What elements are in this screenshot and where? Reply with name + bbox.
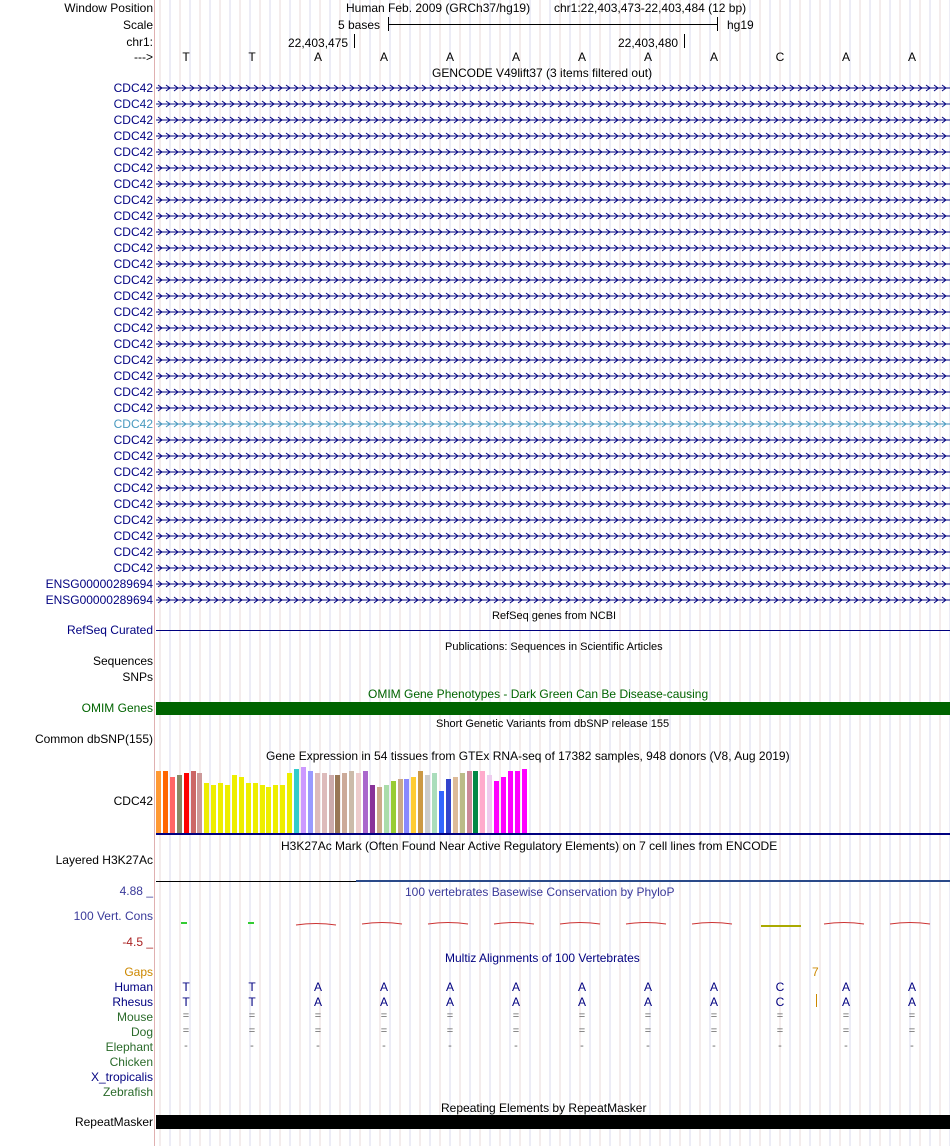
gtex-bar[interactable] (404, 779, 409, 833)
conservation-plot[interactable] (156, 915, 950, 931)
repeatmasker-title[interactable]: Repeating Elements by RepeatMasker (441, 1101, 647, 1115)
gencode-transcript[interactable] (156, 195, 950, 205)
multiz-base: A (709, 995, 718, 1009)
gtex-bar[interactable] (494, 781, 499, 833)
gencode-item-label[interactable]: CDC42 (113, 113, 153, 127)
scale-bar (388, 24, 718, 25)
gencode-item-label[interactable]: CDC42 (113, 241, 153, 255)
multiz-base: A (643, 980, 652, 994)
multiz-base: = (908, 1025, 916, 1037)
gencode-item-label[interactable]: CDC42 (113, 81, 153, 95)
gencode-transcript[interactable] (156, 99, 950, 109)
chr-label[interactable]: chr1: (126, 35, 153, 49)
gencode-title[interactable]: GENCODE V49lift37 (3 items filtered out) (432, 66, 653, 80)
gtex-bar[interactable] (439, 791, 444, 833)
multiz-base: A (445, 995, 454, 1009)
refseq-label[interactable]: RefSeq Curated (66, 623, 153, 637)
multiz-base: = (578, 1010, 586, 1022)
gtex-bar[interactable] (363, 771, 368, 833)
gaps-label[interactable]: Gaps (124, 965, 153, 979)
gtex-bar[interactable] (232, 775, 237, 833)
position-readout: chr1:22,403,473-22,403,484 (12 bp) (554, 1, 747, 15)
gtex-bar[interactable] (266, 787, 271, 833)
multiz-base: T (248, 995, 256, 1009)
gencode-transcript[interactable] (156, 83, 950, 93)
multiz-base: - (910, 1040, 914, 1052)
gencode-item-label[interactable]: CDC42 (113, 545, 153, 559)
multiz-base: A (907, 980, 916, 994)
gtex-bar[interactable] (522, 769, 527, 833)
coord-tick-1 (354, 34, 355, 48)
gtex-bar[interactable] (163, 771, 168, 833)
multiz-base: = (776, 1010, 784, 1022)
gtex-bar[interactable] (260, 785, 265, 833)
multiz-base: A (379, 995, 388, 1009)
gencode-item-label[interactable]: CDC42 (113, 353, 153, 367)
gencode-item-label[interactable]: CDC42 (113, 145, 153, 159)
gencode-item-label[interactable]: CDC42 (113, 465, 153, 479)
publications-snps-label[interactable]: SNPs (122, 670, 153, 684)
gencode-item-label[interactable]: CDC42 (113, 321, 153, 335)
gencode-transcript[interactable] (156, 531, 950, 541)
multiz-base: = (842, 1010, 850, 1022)
gencode-item-label[interactable]: CDC42 (113, 417, 153, 431)
gtex-bar[interactable] (204, 783, 209, 833)
gtex-bar[interactable] (308, 771, 313, 833)
gtex-bar[interactable] (398, 779, 403, 833)
gtex-bar[interactable] (191, 771, 196, 833)
gencode-item-label[interactable]: CDC42 (113, 449, 153, 463)
multiz-base: = (314, 1025, 322, 1037)
h3k27ac-title[interactable]: H3K27Ac Mark (Often Found Near Active Regulatory Elements) on 7 cell lines from ENCODE (281, 839, 778, 853)
sequence-base: C (775, 50, 785, 64)
gencode-item-label[interactable]: CDC42 (113, 161, 153, 175)
gencode-transcript[interactable] (156, 499, 950, 509)
gtex-bar[interactable] (377, 787, 382, 833)
gencode-item-label[interactable]: CDC42 (113, 193, 153, 207)
gtex-bar[interactable] (177, 775, 182, 833)
multiz-base: C (775, 980, 785, 994)
omim-bar[interactable] (156, 702, 950, 715)
gencode-transcript[interactable] (156, 163, 950, 173)
multiz-title[interactable]: Multiz Alignments of 100 Vertebrates (445, 951, 640, 965)
conservation-ymax: 4.88 _ (119, 884, 153, 898)
gtex-bar[interactable] (501, 777, 506, 833)
multiz-base: = (512, 1025, 520, 1037)
conservation-ymin: -4.5 _ (122, 935, 153, 949)
gtex-bar[interactable] (197, 773, 202, 833)
refseq-line[interactable] (156, 630, 950, 631)
dbsnp-label[interactable]: Common dbSNP(155) (34, 732, 153, 746)
multiz-base: A (841, 995, 850, 1009)
gtex-bar[interactable] (411, 777, 416, 833)
gtex-bar[interactable] (239, 777, 244, 833)
gencode-transcript[interactable] (156, 147, 950, 157)
sequence-base: A (709, 50, 718, 64)
gtex-baseline (156, 833, 950, 835)
multiz-base: - (712, 1040, 716, 1052)
scale-tick-right (717, 17, 718, 31)
left-divider (154, 0, 155, 1146)
gtex-bar[interactable] (480, 771, 485, 833)
sequence-base: A (577, 50, 586, 64)
sequence-base: A (841, 50, 850, 64)
gtex-bar[interactable] (453, 777, 458, 833)
multiz-base: = (644, 1025, 652, 1037)
gtex-bar[interactable] (315, 773, 320, 833)
gencode-item-label[interactable]: CDC42 (113, 305, 153, 319)
multiz-base: = (776, 1025, 784, 1037)
multiz-base: A (511, 995, 520, 1009)
gencode-transcript[interactable] (156, 211, 950, 221)
gencode-item-label[interactable]: CDC42 (113, 481, 153, 495)
coord-1: 22,403,475 (288, 36, 349, 50)
multiz-species-label[interactable]: Elephant (105, 1040, 153, 1054)
gencode-item-label[interactable]: ENSG00000289694 (45, 577, 153, 591)
multiz-base: - (646, 1040, 650, 1052)
gtex-bar[interactable] (156, 771, 161, 833)
multiz-base: = (182, 1010, 190, 1022)
gencode-item-label[interactable]: CDC42 (113, 401, 153, 415)
gtex-bar[interactable] (446, 779, 451, 833)
dbsnp-title[interactable]: Short Genetic Variants from dbSNP release 155 (436, 718, 670, 730)
gencode-transcript[interactable] (156, 419, 950, 429)
coord-tick-2 (684, 34, 685, 48)
gencode-item-label[interactable]: CDC42 (113, 129, 153, 143)
multiz-base: A (577, 980, 586, 994)
gencode-transcript[interactable] (156, 131, 950, 141)
multiz-base: A (577, 995, 586, 1009)
gtex-bar[interactable] (432, 773, 437, 833)
multiz-species-label[interactable]: Zebrafish (102, 1085, 153, 1099)
multiz-base: - (778, 1040, 782, 1052)
gtex-bar[interactable] (280, 785, 285, 833)
gtex-bar[interactable] (515, 771, 520, 833)
gtex-bar[interactable] (425, 775, 430, 833)
gencode-transcript[interactable] (156, 243, 950, 253)
multiz-base: = (446, 1025, 454, 1037)
publications-sequences-label[interactable]: Sequences (92, 654, 153, 668)
gencode-item-label[interactable]: ENSG00000289694 (45, 593, 153, 607)
gencode-item-label[interactable]: CDC42 (113, 433, 153, 447)
gtex-bar[interactable] (342, 773, 347, 833)
gtex-bar[interactable] (384, 785, 389, 833)
multiz-base: - (382, 1040, 386, 1052)
multiz-species-label[interactable]: Chicken (109, 1055, 153, 1069)
gencode-item-label[interactable]: CDC42 (113, 497, 153, 511)
multiz-species-label[interactable]: Mouse (116, 1010, 153, 1024)
gencode-transcript[interactable] (156, 323, 950, 333)
gtex-bar[interactable] (273, 785, 278, 833)
multiz-base: = (380, 1025, 388, 1037)
multiz-species-label[interactable]: Human (114, 980, 153, 994)
multiz-base: = (446, 1010, 454, 1022)
gencode-transcript[interactable] (156, 387, 950, 397)
multiz-base: = (512, 1010, 520, 1022)
multiz-base: T (248, 980, 256, 994)
gencode-item-label[interactable]: CDC42 (113, 177, 153, 191)
multiz-base: T (182, 995, 190, 1009)
gtex-bar[interactable] (246, 783, 251, 833)
scale-label[interactable]: Scale (122, 18, 153, 32)
gencode-transcript[interactable] (156, 179, 950, 189)
gencode-item-label[interactable]: CDC42 (113, 513, 153, 527)
multiz-base: A (907, 995, 916, 1009)
scale-tick-left (388, 17, 389, 31)
gtex-bar[interactable] (349, 771, 354, 833)
gtex-bar[interactable] (225, 785, 230, 833)
multiz-base: A (841, 980, 850, 994)
gtex-bar[interactable] (170, 777, 175, 833)
sequence-base: A (313, 50, 322, 64)
gencode-item-label[interactable]: CDC42 (113, 97, 153, 111)
repeatmasker-label[interactable]: RepeatMasker (74, 1115, 153, 1129)
gencode-transcript[interactable] (156, 307, 950, 317)
sequence-base: A (445, 50, 454, 64)
multiz-base: = (578, 1025, 586, 1037)
gtex-bar[interactable] (391, 781, 396, 833)
multiz-base: A (709, 980, 718, 994)
conservation-title[interactable]: 100 vertebrates Basewise Conservation by PhyloP (405, 885, 675, 899)
gencode-transcript[interactable] (156, 227, 950, 237)
multiz-base: = (710, 1025, 718, 1037)
gencode-item-label[interactable]: CDC42 (113, 337, 153, 351)
gencode-transcript[interactable] (156, 115, 950, 125)
gtex-bar[interactable] (467, 771, 472, 833)
gtex-bar[interactable] (211, 785, 216, 833)
multiz-base: - (184, 1040, 188, 1052)
gencode-item-label[interactable]: CDC42 (113, 225, 153, 239)
gtex-bar[interactable] (356, 773, 361, 833)
gencode-transcript[interactable] (156, 451, 950, 461)
gencode-transcript[interactable] (156, 339, 950, 349)
sequence-base: T (248, 50, 256, 64)
gtex-bar[interactable] (418, 771, 423, 833)
sequence-base: T (182, 50, 190, 64)
h3k27ac-label[interactable]: Layered H3K27Ac (55, 853, 153, 867)
multiz-base: A (313, 995, 322, 1009)
gtex-label[interactable]: CDC42 (113, 794, 153, 808)
multiz-base: - (316, 1040, 320, 1052)
gtex-bar[interactable] (508, 771, 513, 833)
gtex-bar[interactable] (460, 773, 465, 833)
gencode-transcript[interactable] (156, 579, 950, 589)
gencode-transcript[interactable] (156, 483, 950, 493)
repeatmasker-bar[interactable] (156, 1115, 950, 1129)
gencode-item-label[interactable]: CDC42 (113, 369, 153, 383)
multiz-base: = (182, 1025, 190, 1037)
publications-title[interactable]: Publications: Sequences in Scientific Articles (445, 641, 663, 653)
gtex-bar[interactable] (473, 771, 478, 833)
multiz-base: = (314, 1010, 322, 1022)
multiz-base: - (580, 1040, 584, 1052)
multiz-species-label[interactable]: Dog (130, 1025, 153, 1039)
db-label: hg19 (727, 18, 754, 32)
multiz-base: - (844, 1040, 848, 1052)
multiz-base: A (445, 980, 454, 994)
omim-title[interactable]: OMIM Gene Phenotypes - Dark Green Can Be Disease-causing (368, 687, 709, 701)
multiz-base: = (908, 1010, 916, 1022)
gencode-transcript[interactable] (156, 515, 950, 525)
gtex-bar[interactable] (301, 767, 306, 833)
gtex-bar[interactable] (370, 785, 375, 833)
multiz-base: C (775, 995, 785, 1009)
multiz-base: = (644, 1010, 652, 1022)
omim-label[interactable]: OMIM Genes (81, 701, 153, 715)
multiz-species-label[interactable]: X_tropicalis (90, 1070, 153, 1084)
h3k27ac-line-right (356, 880, 950, 882)
gencode-transcript[interactable] (156, 275, 950, 285)
gtex-bar[interactable] (487, 775, 492, 833)
gencode-transcript[interactable] (156, 291, 950, 301)
multiz-base: - (250, 1040, 254, 1052)
gencode-item-label[interactable]: CDC42 (113, 257, 153, 271)
gtex-bar[interactable] (287, 773, 292, 833)
multiz-base: = (380, 1010, 388, 1022)
gtex-title[interactable]: Gene Expression in 54 tissues from GTEx RNA-seq of 17382 samples, 948 donors (V8, Aug 2019) (266, 749, 790, 763)
gencode-item-label[interactable]: CDC42 (113, 529, 153, 543)
gencode-item-label[interactable]: CDC42 (113, 273, 153, 287)
gencode-transcript[interactable] (156, 435, 950, 445)
sequence-base: A (379, 50, 388, 64)
gencode-transcript[interactable] (156, 355, 950, 365)
multiz-base: A (643, 995, 652, 1009)
multiz-species-label[interactable]: Rhesus (112, 995, 153, 1009)
assembly-title: Human Feb. 2009 (GRCh37/hg19) (346, 1, 531, 15)
gtex-bar[interactable] (218, 783, 223, 833)
gencode-transcript[interactable] (156, 259, 950, 269)
multiz-base: A (313, 980, 322, 994)
gtex-bar[interactable] (294, 769, 299, 833)
coord-2: 22,403,480 (618, 36, 679, 50)
multiz-base: - (448, 1040, 452, 1052)
window-position-label[interactable]: Window Position (64, 1, 153, 15)
gencode-transcript[interactable] (156, 467, 950, 477)
multiz-base: = (842, 1025, 850, 1037)
conservation-label[interactable]: 100 Vert. Cons (73, 909, 153, 923)
multiz-base: = (710, 1010, 718, 1022)
gencode-item-label[interactable]: CDC42 (113, 289, 153, 303)
refseq-title[interactable]: RefSeq genes from NCBI (492, 610, 617, 622)
scale-text: 5 bases (338, 18, 381, 32)
gencode-transcript[interactable] (156, 563, 950, 573)
gencode-transcript[interactable] (156, 547, 950, 557)
multiz-base: = (248, 1025, 256, 1037)
sequence-base: A (643, 50, 652, 64)
sequence-base: A (511, 50, 520, 64)
gtex-bar[interactable] (329, 775, 334, 833)
multiz-base: A (379, 980, 388, 994)
gtex-bar[interactable] (322, 773, 327, 833)
multiz-base: = (248, 1010, 256, 1022)
sequence-base: A (907, 50, 916, 64)
strand-label[interactable]: ---> (134, 50, 153, 64)
gencode-transcript[interactable] (156, 403, 950, 413)
gencode-item-label[interactable]: CDC42 (113, 209, 153, 223)
gtex-bar[interactable] (253, 783, 258, 833)
gencode-transcript[interactable] (156, 595, 950, 605)
h3k27ac-line-left (156, 881, 356, 882)
gencode-item-label[interactable]: CDC42 (113, 561, 153, 575)
multiz-base: T (182, 980, 190, 994)
gencode-item-label[interactable]: CDC42 (113, 385, 153, 399)
gap-count: 7 (812, 965, 819, 979)
gtex-bar[interactable] (335, 775, 340, 833)
multiz-base: A (511, 980, 520, 994)
gencode-transcript[interactable] (156, 371, 950, 381)
gtex-bar[interactable] (184, 773, 189, 833)
multiz-base: - (514, 1040, 518, 1052)
gap-marker (816, 994, 817, 1007)
